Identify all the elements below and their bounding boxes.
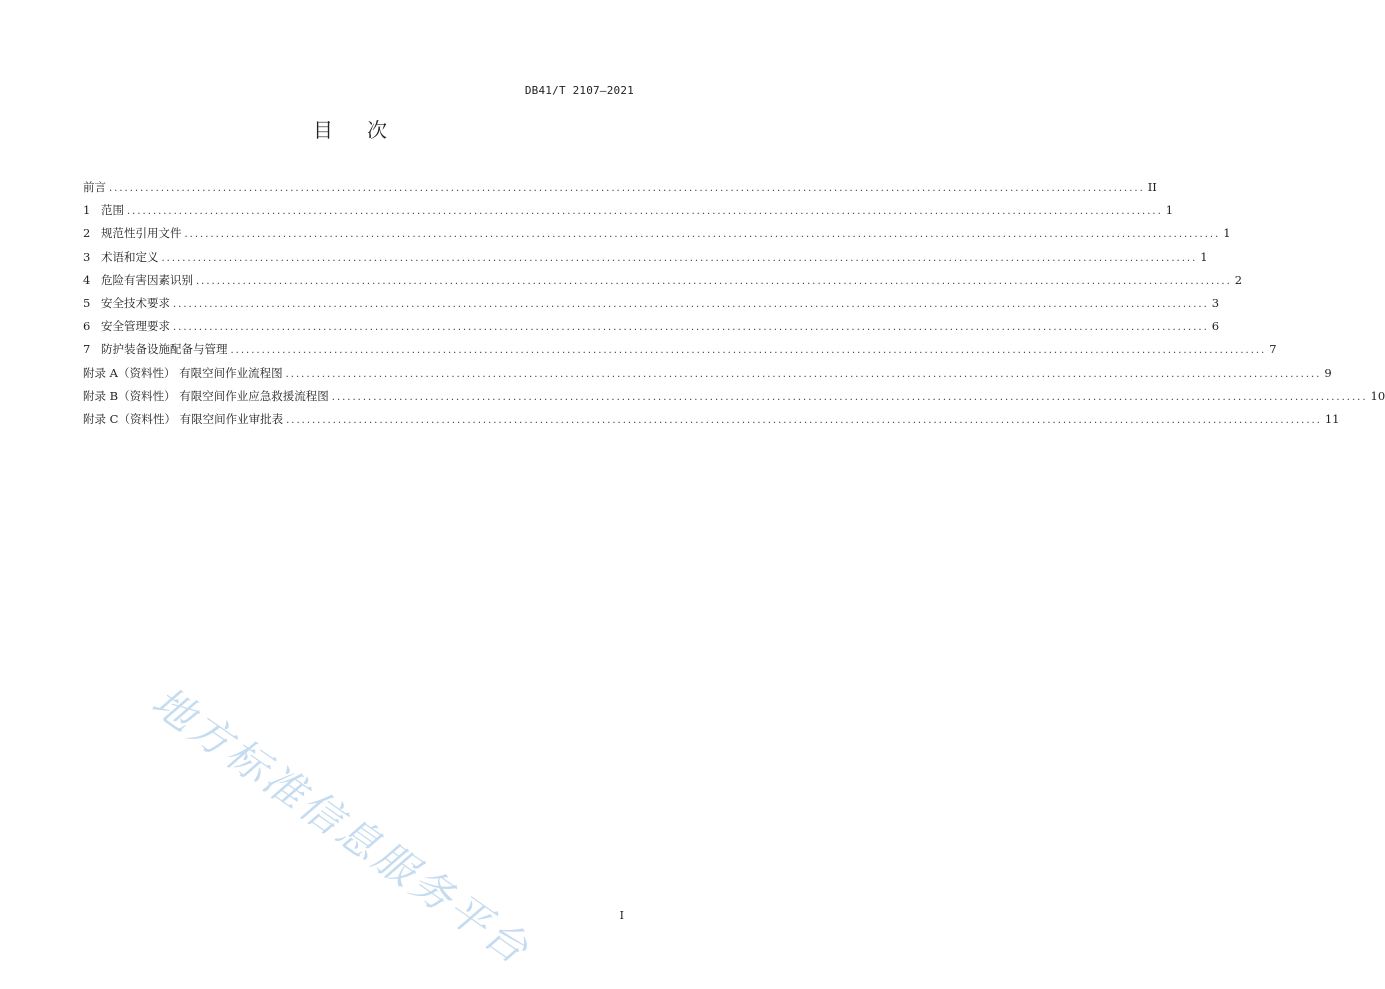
toc-entry-number: 1 xyxy=(83,203,91,218)
toc-entry-text: 附录 A（资料性） 有限空间作业流程图 xyxy=(83,365,283,380)
toc-entry-number: 3 xyxy=(83,249,91,264)
toc-entry-label xyxy=(83,362,283,385)
toc-dot-leader: ........................................................................................................................................................................................................ xyxy=(127,206,1163,218)
toc-entry-number: 7 xyxy=(83,342,91,357)
toc-entry[interactable] xyxy=(83,269,1243,292)
table-of-contents xyxy=(83,176,1385,431)
toc-entry[interactable] xyxy=(83,385,1385,408)
toc-entry[interactable] xyxy=(83,176,1157,199)
toc-dot-leader: ........................................................................................................................................................................................................ xyxy=(109,183,1145,194)
toc-entry-text: 附录 C（资料性） 有限空间作业审批表 xyxy=(83,411,284,426)
toc-entry-label xyxy=(83,338,228,361)
toc-entry[interactable] xyxy=(83,362,1332,385)
toc-entry-label xyxy=(83,292,170,315)
toc-entry-page: 10 xyxy=(1370,388,1385,403)
toc-entry-text: 危险有害因素识别 xyxy=(101,272,193,287)
toc-entry[interactable] xyxy=(83,315,1220,338)
toc-entry-label xyxy=(83,269,193,292)
toc-entry[interactable] xyxy=(83,246,1208,269)
toc-entry-page: 1 xyxy=(1200,249,1208,264)
toc-entry-text: 防护装备设施配备与管理 xyxy=(101,342,228,357)
toc-entry-number: 5 xyxy=(83,295,91,310)
toc-entry-number: 2 xyxy=(83,226,91,241)
document-code: DB41/T 2107—2021 xyxy=(524,84,634,97)
toc-entry-page: 2 xyxy=(1234,272,1243,287)
toc-entry-label xyxy=(83,408,283,431)
toc-entry[interactable] xyxy=(83,338,1277,361)
toc-entry-page: 11 xyxy=(1324,411,1340,426)
toc-entry-page: II xyxy=(1147,180,1157,194)
toc-entry-page: 3 xyxy=(1211,295,1220,310)
toc-entry[interactable] xyxy=(83,222,1231,245)
toc-entry-text: 安全管理要求 xyxy=(101,319,170,334)
toc-entry-label xyxy=(83,315,170,338)
page-number: I xyxy=(619,909,624,922)
toc-entry[interactable] xyxy=(83,199,1174,222)
toc-entry-text: 前言 xyxy=(83,180,106,194)
toc-dot-leader: ........................................................................................................................................................................................................ xyxy=(173,298,1209,310)
toc-dot-leader: ........................................................................................................................................................................................................ xyxy=(196,275,1232,287)
toc-dot-leader: ........................................................................................................................................................................................................ xyxy=(230,345,1267,357)
toc-entry-page: 9 xyxy=(1324,365,1332,380)
toc-dot-leader: ........................................................................................................................................................................................................ xyxy=(161,252,1198,264)
toc-entry-label xyxy=(83,246,159,269)
toc-entry-page: 7 xyxy=(1269,342,1277,357)
toc-title: 目次 xyxy=(313,118,421,142)
toc-entry[interactable] xyxy=(83,292,1220,315)
toc-entry-text: 范围 xyxy=(101,203,124,218)
toc-entry-page: 1 xyxy=(1223,226,1231,241)
toc-entry-text: 安全技术要求 xyxy=(101,295,170,310)
toc-dot-leader: ........................................................................................................................................................................................................ xyxy=(173,322,1209,334)
toc-entry-label xyxy=(83,176,106,199)
toc-dot-leader: ........................................................................................................................................................................................................ xyxy=(286,414,1322,426)
toc-entry-text: 附录 B（资料性） 有限空间作业应急救援流程图 xyxy=(83,388,329,403)
toc-dot-leader: ........................................................................................................................................................................................................ xyxy=(331,391,1368,403)
toc-entry-label xyxy=(83,199,124,222)
toc-entry-text: 规范性引用文件 xyxy=(101,226,182,241)
toc-entry-text: 术语和定义 xyxy=(101,249,159,264)
toc-entry-number: 6 xyxy=(83,319,91,334)
toc-entry-label xyxy=(83,222,182,245)
toc-entry-label xyxy=(83,385,329,408)
watermark: 地方标准信息服务平台 xyxy=(143,677,540,975)
toc-dot-leader: ........................................................................................................................................................................................................ xyxy=(285,368,1322,380)
toc-entry-page: 6 xyxy=(1211,319,1220,334)
toc-entry[interactable] xyxy=(83,408,1340,431)
toc-dot-leader: ........................................................................................................................................................................................................ xyxy=(184,229,1221,241)
toc-entry-page: 1 xyxy=(1165,203,1174,218)
toc-entry-number: 4 xyxy=(83,272,91,287)
